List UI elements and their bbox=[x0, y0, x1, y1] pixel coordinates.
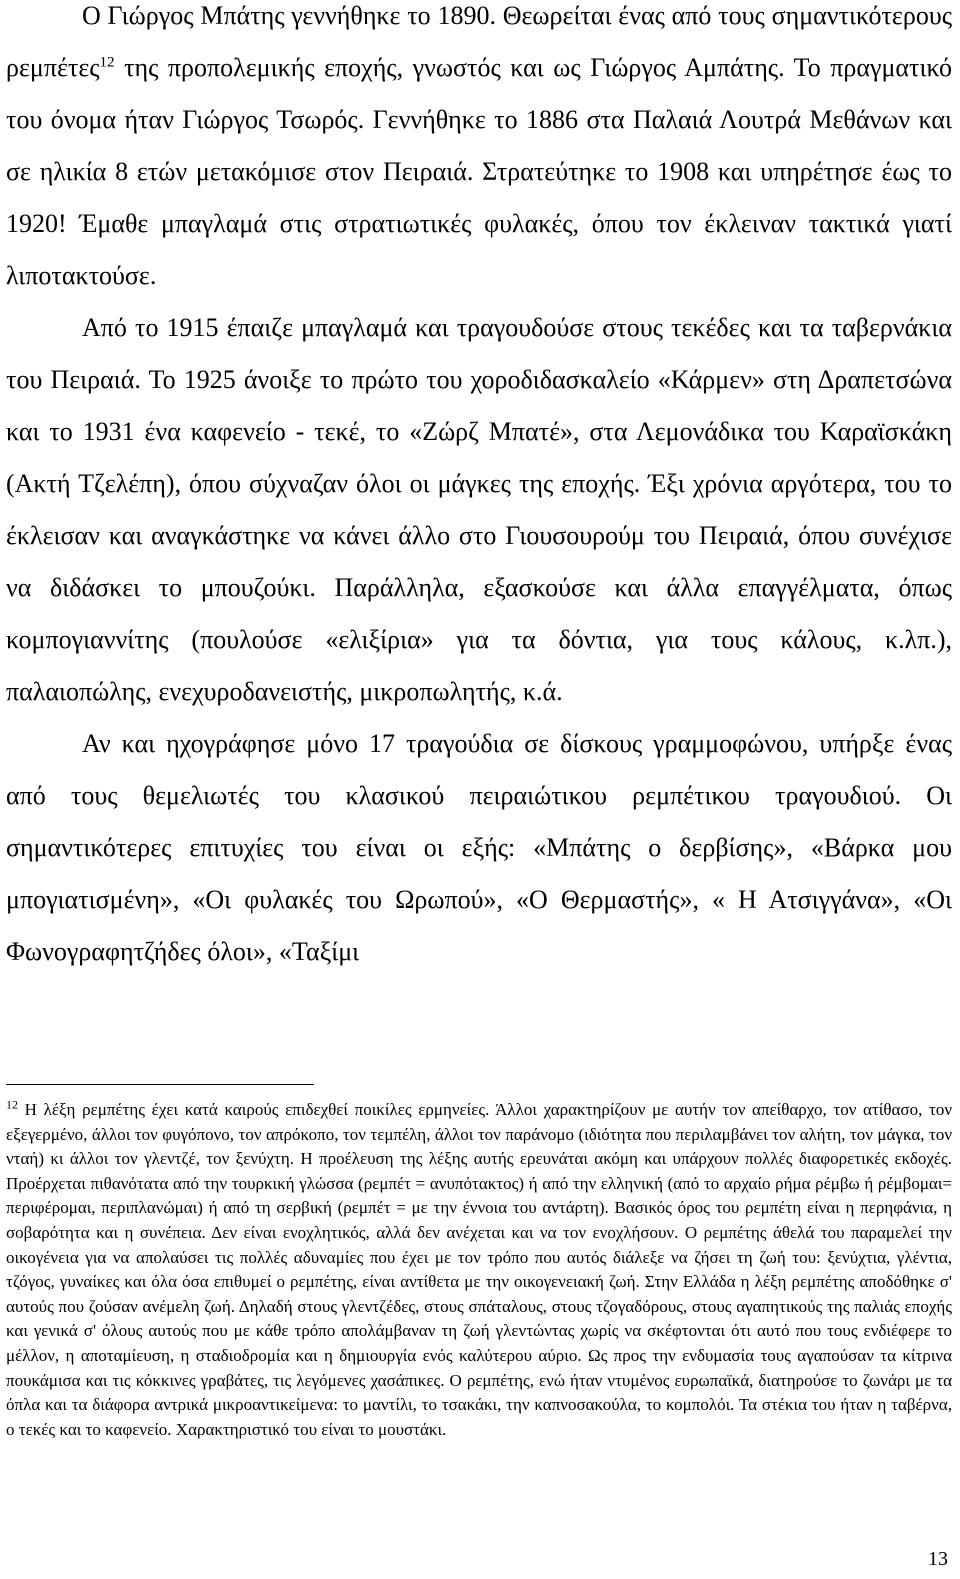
paragraph-3: Αν και ηχογράφησε μόνο 17 τραγούδια σε δίσκους γραμμοφώνου, υπήρξε ένας από τους θεμελιωτές του κλασικού πειραιώτικου ρεμπέτικου τραγουδιού. Οι σημαντικότερες επιτυχίες του είναι οι εξής: «Μπάτης ο δερβίσης», «Βάρκα μου μπογιατισμένη», «Οι φυλακές του Ωρωπού», «Ο Θερμαστής», « Η Ατσιγγάνα», «Οι Φωνογραφητζήδες όλοι», «Ταξίμι bbox=[6, 729, 952, 966]
body-text bbox=[6, 0, 952, 978]
paragraph-2: Από το 1915 έπαιζε μπαγλαμά και τραγουδούσε στους τεκέδες και τα ταβερνάκια του Πειραιά. Το 1925 άνοιξε το πρώτο του χοροδιδασκαλείο «Κάρμεν» στη Δραπετσώνα και το 1931 ένα καφενείο - τεκέ, το «Ζώρζ Μπατέ», στα Λεμονάδικα του Καραϊσκάκη (Ακτή Τζελέπη), όπου σύχναζαν όλοι οι μάγκες της εποχής. Έξι χρόνια αργότερα, του το έκλεισαν και αναγκάστηκε να κάνει άλλο στο Γιουσουρούμ του Πειραιά, όπου συνέχισε να διδάσκει το μπουζούκι. Παράλληλα, εξασκούσε και άλλα επαγγέλματα, όπως κομπογιαννίτης (πουλούσε «ελιξίρια» για τα δόντια, για τους κάλους, κ.λπ.), παλαιοπώλης, ενεχυροδανειστής, μικροπωλητής, κ.ά. bbox=[6, 313, 952, 706]
footnote-marker: 12 bbox=[6, 1097, 18, 1112]
footnote-separator bbox=[6, 1084, 314, 1085]
page-number: 13 bbox=[928, 1548, 948, 1570]
footnote-reference-marker[interactable]: 12 bbox=[99, 54, 115, 71]
paragraph-1-text-end: της προπολεμικής εποχής, γνωστός και ως Γιώργος Αμπάτης. Το πραγματικό του όνομα ήταν Γιώργος Τσωρός. Γεννήθηκε το 1886 στα Παλαιά Λουτρά Μεθάνων και σε ηλικία 8 ετών μετακόμισε στον Πειραιά. Στρατεύτηκε το 1908 και υπηρέτησε έως το 1920! Έμαθε μπαγλαμά στις στρατιωτικές φυλακές, όπου τον έκλειναν τακτικά γιατί λιποτακτούσε. bbox=[6, 53, 952, 290]
paragraph-1-text-start: Ο Γιώργος Μπάτης γεννήθηκε το 1890. Θεωρείται ένας από τους σημαντικότερους ρεμπέτες bbox=[6, 1, 952, 82]
paragraph-1 bbox=[6, 0, 952, 302]
footnote-12 bbox=[6, 1098, 952, 1442]
footnote-text: Η λέξη ρεμπέτης έχει κατά καιρούς επιδεχθεί ποικίλες ερμηνείες. Άλλοι χαρακτηρίζουν με αυτήν τον απείθαρχο, τον ατίθασο, τον εξεγερμένο, άλλοι τον φυγόπονο, τον απρόκοπο, τον τεμπέλη, άλλοι τον παράνομο (ιδιότητα που περιλαμβάνει τον αλήτη, τον μάγκα, τον νταή) κι άλλοι τον γλεντζέ, τον ξενύχτη. Η προέλευση της λέξης αυτής ερευνάται ακόμη και υπάρχουν πολλές διαφορετικές εκδοχές. Προέρχεται πιθανότατα από την τουρκική γλώσσα (ρεμπέτ = ανυπότακτος) ή από την ελληνική (από το αρχαίο ρήμα ρέμβω ή ρέμβομαι= περιφέρομαι, περιπλανώμαι) ή από τη σερβική (ρεμπέτ = με την έννοια του αντάρτη). Βασικός όρος του ρεμπέτη είναι η περηφάνια, η σοβαρότητα και η συνέπεια. Δεν είναι ενοχλητικός, αλλά δεν ανέχεται και να τον ενοχλήσουν. Ο ρεμπέτης άθελά του παραμελεί την οικογένεια για να απολαύσει τις πολλές αδυναμίες που έχει με τον τρόπο που αυτός διάλεξε να ζήσει τη ζωή του: ξενύχτια, γλέντια, τζόγος, γυναίκες και όλα όσα επιθυμεί ο ρεμπέτης, είναι αντίθετα με την οικογενειακή ζωή. Στην Ελλάδα η λέξη ρεμπέτης αποδόθηκε σ' αυτούς που ζούσαν ανέμελη ζωή. Δηλαδή στους γλεντζέδες, στους σπάταλους, στους τζογαδόρους, στους αγαπητικούς της παλιάς εποχής και γενικά σ' όλους αυτούς που με κάθε τρόπο απολάμβαναν τη ζωή γλεντώντας χωρίς να σκέφτονται ότι αυτό που τους ενδιέφερε το μέλλον, η αποταμίευση, η σταδιοδρομία και η δημιουργία ενός καλύτερου αύριο. Ως προς την ενδυμασία τους αγαπούσαν τα κίτρινα πουκάμισα και τις κόκκινες γραβάτες, τις λεγόμενες χασάπικες. Ο ρεμπέτης, ενώ ήταν ντυμένος ευρωπαϊκά, διατηρούσε το ζωνάρι με τα όπλα και τα διάφορα αντρικά μικροαντικείμενα: το μαντίλι, το τσακάκι, την καπνοσακούλα, το κομπολόι. Τα στέκια του ήταν η ταβέρνα, ο τεκές και το καφενείο. Χαρακτηριστικό του είναι το μουστάκι. bbox=[6, 1100, 952, 1439]
document-page bbox=[6, 0, 952, 1579]
